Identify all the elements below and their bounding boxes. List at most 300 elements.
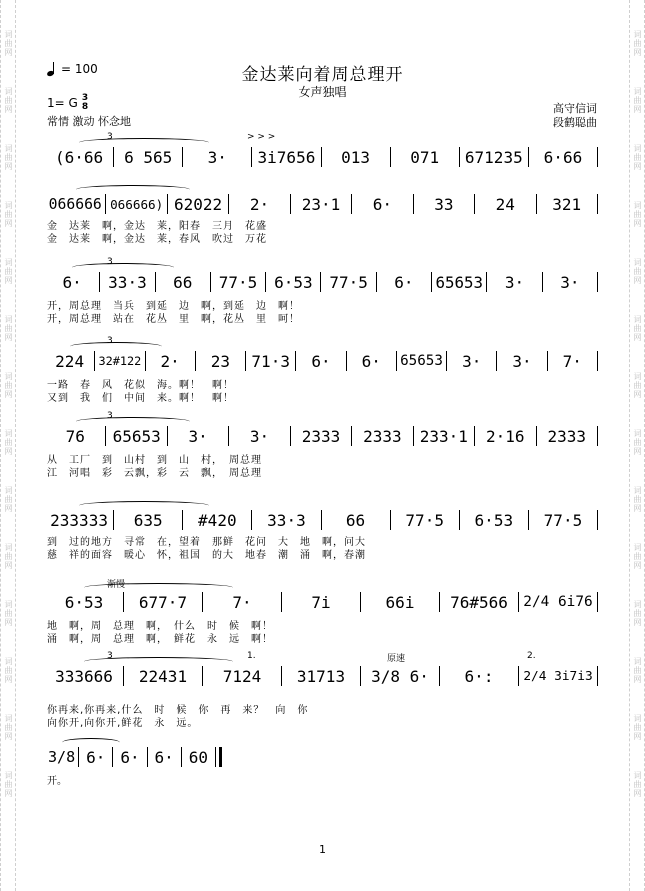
measure — [324, 146, 388, 168]
score-annotation: 渐慢 — [107, 580, 126, 590]
measure-notes: 224 — [55, 351, 85, 371]
measure — [545, 271, 595, 293]
watermark-strip-left — [0, 0, 16, 891]
bar-line — [390, 147, 391, 167]
measure — [47, 271, 97, 293]
bar-line — [78, 747, 79, 767]
measure-notes: 6· — [372, 194, 393, 214]
measure-notes: 33·3 — [108, 272, 147, 292]
watermark-text: 词曲网 — [4, 315, 13, 342]
bar-line — [155, 272, 156, 292]
lyric-line: 又到 我 们 中间 来。啊！ 啊！ — [47, 393, 234, 404]
measure — [102, 271, 152, 293]
measure-notes: 65653 — [112, 426, 161, 446]
measure — [531, 146, 595, 168]
score-annotation: 3 — [107, 651, 113, 661]
measure-notes: 66i — [385, 592, 415, 612]
bar-line — [290, 194, 291, 214]
bar-line — [113, 147, 114, 167]
measure — [531, 509, 595, 531]
bar-line — [346, 351, 347, 371]
bar-line — [439, 666, 440, 686]
bar-line — [351, 426, 352, 446]
measure-notes: 6·66 — [543, 147, 583, 167]
measure — [284, 665, 358, 687]
song-title: 金达莱向着周总理开 — [241, 65, 404, 85]
measure — [354, 425, 410, 447]
measure-notes: #420 — [198, 510, 237, 530]
measure-notes: 2/4 3i7i3 — [523, 668, 593, 684]
notation-line — [47, 350, 600, 372]
bar-line — [265, 272, 266, 292]
bar-line — [376, 272, 377, 292]
lyric-line: 向你开,向你开,鲜花 永 远。 — [47, 718, 199, 729]
measure-notes: 3/8 — [47, 748, 76, 766]
bar-line — [202, 666, 203, 686]
measure — [170, 193, 226, 215]
measure — [254, 509, 318, 531]
measure-notes: 6· — [311, 351, 331, 371]
measure — [324, 509, 388, 531]
bar-line — [446, 351, 447, 371]
measure-notes: 3· — [249, 426, 270, 446]
bar-line — [228, 426, 229, 446]
music-system — [47, 336, 600, 410]
measure-notes: 62022 — [174, 194, 223, 214]
measure — [354, 193, 410, 215]
bar-line — [147, 747, 148, 767]
bar-line — [167, 426, 168, 446]
measure-notes: 071 — [410, 147, 440, 167]
measure — [379, 271, 429, 293]
notation-line — [47, 425, 600, 447]
measure — [248, 350, 293, 372]
measure — [323, 271, 373, 293]
measure-notes: 2· — [249, 194, 270, 214]
bar-line — [321, 147, 322, 167]
watermark-text: 词曲网 — [633, 30, 642, 57]
slur-mark — [79, 501, 208, 510]
measure-notes: 6·53 — [64, 592, 104, 612]
measure-notes: 2/4 6i76 — [523, 594, 593, 610]
watermark-text: 词曲网 — [4, 87, 13, 114]
lyric-line: 从 工厂 到 山村 到 山 村， 周总理 — [47, 455, 262, 466]
score-annotation: 3 — [107, 411, 113, 421]
measure — [449, 350, 494, 372]
music-system — [47, 580, 600, 651]
bar-line — [228, 194, 229, 214]
measure — [116, 509, 180, 531]
watermark-text: 词曲网 — [633, 429, 642, 456]
bar-line — [547, 351, 548, 371]
bar-line — [167, 194, 168, 214]
bar-line — [496, 351, 497, 371]
bar-line — [360, 592, 361, 612]
slur-mark — [76, 185, 190, 194]
score-annotation: 2. — [527, 651, 536, 661]
bar-line — [518, 666, 519, 686]
measure — [442, 591, 516, 613]
time-signature-bottom: 8 — [81, 102, 89, 112]
measure — [499, 350, 544, 372]
bar-line — [245, 351, 246, 371]
bar-line — [94, 351, 95, 371]
measure-notes: 3· — [504, 272, 525, 292]
music-system — [47, 509, 600, 569]
measure-notes: 6· — [120, 747, 140, 767]
bar-line — [474, 194, 475, 214]
measure-notes: 33·3 — [267, 510, 306, 530]
watermark-text: 词曲网 — [4, 372, 13, 399]
measure — [254, 146, 318, 168]
measure — [47, 193, 103, 215]
measure — [158, 271, 208, 293]
measure — [462, 509, 526, 531]
slur-mark — [62, 738, 120, 747]
bar-line — [105, 194, 106, 214]
lyric-line: 金 达莱 啊，金达 莱，春风 吹过 万花 — [47, 234, 267, 245]
notation-line — [47, 665, 600, 687]
bar-line — [528, 147, 529, 167]
measure — [416, 425, 472, 447]
notation-line — [47, 271, 600, 293]
measure — [434, 271, 484, 293]
measure — [393, 509, 457, 531]
lyric-line: 你再来,你再来,什么 时 候 你 再 来？ 向 你 — [47, 705, 309, 716]
composer-credit: 段鹤聪曲 — [553, 116, 597, 129]
measure-notes: 76 — [65, 426, 85, 446]
measure-notes: 77·5 — [329, 272, 368, 292]
measure-notes: 23 — [210, 351, 231, 371]
bar-line — [351, 194, 352, 214]
measure-notes: 66 — [345, 510, 366, 530]
measure-notes: 22431 — [138, 666, 188, 686]
watermark-text: 词曲网 — [4, 543, 13, 570]
measure — [126, 591, 200, 613]
bar-line — [431, 272, 432, 292]
music-system — [47, 411, 600, 485]
measure-notes: 7124 — [222, 666, 262, 686]
score-annotation: 3 — [107, 257, 113, 267]
slur-mark — [70, 342, 162, 351]
watermark-text: 词曲网 — [633, 87, 642, 114]
watermark-strip-right — [629, 0, 645, 891]
measure-notes: 333666 — [55, 666, 113, 686]
measure — [399, 350, 444, 372]
measure — [126, 665, 200, 687]
score-annotation: > > > — [247, 132, 276, 142]
music-system — [47, 746, 600, 806]
measure — [170, 425, 226, 447]
measure-notes: 6· — [154, 747, 174, 767]
watermark-text: 词曲网 — [4, 600, 13, 627]
bar-line — [518, 592, 519, 612]
measure-notes: 321 — [552, 194, 582, 214]
measure-notes: 635 — [133, 510, 163, 530]
measure — [416, 193, 472, 215]
bar-line — [320, 272, 321, 292]
bar-line — [597, 666, 598, 686]
measure-notes: 233333 — [50, 510, 108, 530]
measure-notes: 77·5 — [218, 272, 258, 292]
measure-notes: 33 — [434, 194, 454, 214]
lyricist-credit: 高守信词 — [553, 102, 597, 115]
bar-line — [542, 272, 543, 292]
bar-line — [597, 147, 598, 167]
measure — [489, 271, 539, 293]
measure-notes: 23·1 — [301, 194, 341, 214]
measure-notes: 66 — [173, 272, 193, 292]
measure — [116, 146, 180, 168]
score-annotation: 1. — [247, 651, 256, 661]
bar-line — [597, 426, 598, 446]
measure — [231, 193, 287, 215]
measure — [521, 665, 595, 687]
bar-line — [290, 426, 291, 446]
bar-line — [182, 147, 183, 167]
measure-notes: 6·53 — [274, 272, 313, 292]
bar-line — [597, 351, 598, 371]
bar-line — [536, 426, 537, 446]
watermark-text: 词曲网 — [633, 486, 642, 513]
measure — [349, 350, 394, 372]
bar-line — [251, 510, 252, 530]
lyric-line: 开，周总理 当兵 到延 边 啊，到延 边 啊！ — [47, 301, 300, 312]
measure — [185, 509, 249, 531]
measure-notes: 6 565 — [124, 147, 173, 167]
measure — [108, 193, 164, 215]
music-system — [47, 257, 600, 331]
measure — [293, 425, 349, 447]
bar-line — [105, 426, 106, 446]
measure-notes: 3· — [462, 351, 482, 371]
measure-notes: 7· — [232, 592, 252, 612]
measure — [148, 350, 193, 372]
measure-notes: (6·66 — [54, 147, 104, 167]
measure-notes: 2333 — [547, 426, 586, 446]
measure — [47, 425, 103, 447]
measure — [81, 746, 110, 768]
measure-notes: 7i — [311, 592, 331, 612]
watermark-text: 词曲网 — [633, 657, 642, 684]
lyric-line: 开，周总理 站在 花丛 里 啊，花丛 里 呵！ — [47, 314, 300, 325]
notation-line — [47, 746, 600, 768]
notation-line — [47, 193, 600, 215]
measure — [205, 665, 279, 687]
measure — [363, 591, 437, 613]
measure — [198, 350, 243, 372]
bar-line — [528, 510, 529, 530]
measure — [47, 665, 121, 687]
bar-line — [281, 592, 282, 612]
bar-line — [597, 592, 598, 612]
measure-notes: 65653 — [435, 272, 483, 292]
measure — [442, 665, 516, 687]
measure — [363, 665, 437, 687]
watermark-text: 词曲网 — [633, 771, 642, 798]
measure — [47, 746, 76, 768]
bar-line — [99, 272, 100, 292]
measure-notes: 65653 — [400, 353, 443, 369]
measure-notes: 3/8 6· — [371, 666, 429, 686]
bar-line — [123, 592, 124, 612]
measure-notes: 6· — [394, 272, 414, 292]
measure-notes: 24 — [495, 194, 515, 214]
measure — [298, 350, 343, 372]
watermark-text: 词曲网 — [4, 771, 13, 798]
measure — [393, 146, 457, 168]
measure-notes: 60 — [188, 747, 208, 767]
measure — [185, 146, 249, 168]
measure — [108, 425, 164, 447]
song-subtitle: 女声独唱 — [298, 85, 347, 99]
measure — [213, 271, 263, 293]
final-bar-line — [215, 747, 222, 767]
lyric-line: 一路 春 风 花似 海。啊！ 啊！ — [47, 380, 234, 391]
key-label: 1= G — [47, 96, 78, 110]
watermark-text: 词曲网 — [633, 144, 642, 171]
music-system — [47, 193, 600, 253]
measure-notes: 066666) — [110, 196, 164, 212]
watermark-text: 词曲网 — [4, 714, 13, 741]
watermark-text: 词曲网 — [633, 543, 642, 570]
measure — [550, 350, 595, 372]
bar-line — [210, 272, 211, 292]
bar-line — [281, 666, 282, 686]
measure-notes: 32#122 — [98, 354, 142, 368]
bar-line — [195, 351, 196, 371]
bar-line — [321, 510, 322, 530]
score-annotation: 3 — [107, 336, 113, 346]
measure — [47, 591, 121, 613]
measure-notes: 677·7 — [138, 592, 188, 612]
measure-notes: 7· — [562, 351, 582, 371]
measure — [284, 591, 358, 613]
bar-line — [474, 426, 475, 446]
slur-mark — [76, 417, 190, 426]
lyric-line: 江 河唱 彩 云飘，彩 云 飘， 周总理 — [47, 468, 262, 479]
bar-line — [360, 666, 361, 686]
bar-line — [597, 510, 598, 530]
bar-line — [123, 666, 124, 686]
bar-line — [413, 426, 414, 446]
measure — [47, 509, 111, 531]
measure-notes: 6·53 — [474, 510, 514, 530]
measure-notes: 3i7656 — [257, 147, 316, 167]
watermark-text: 词曲网 — [4, 429, 13, 456]
measure-notes: 3· — [512, 351, 532, 371]
notation-line — [47, 146, 600, 168]
watermark-text: 词曲网 — [4, 30, 13, 57]
bar-line — [439, 592, 440, 612]
measure-notes: 3· — [188, 426, 208, 446]
watermark-text: 词曲网 — [4, 201, 13, 228]
expression-marking: 常情 激动 怀念地 — [47, 115, 131, 128]
watermark-text: 词曲网 — [633, 714, 642, 741]
measure — [293, 193, 349, 215]
bar-line — [145, 351, 146, 371]
bar-line — [597, 272, 598, 292]
slur-mark — [79, 138, 208, 147]
watermark-text: 词曲网 — [633, 600, 642, 627]
tempo-value: = 100 — [61, 62, 98, 76]
measure-notes: 2333 — [301, 426, 341, 446]
measure — [47, 350, 92, 372]
measure-notes: 71·3 — [251, 351, 290, 371]
measure — [115, 746, 144, 768]
measure — [521, 591, 595, 613]
bar-line — [251, 147, 252, 167]
watermark-text: 词曲网 — [4, 657, 13, 684]
measure-notes: 233·1 — [419, 426, 468, 446]
measure-notes: 671235 — [464, 147, 523, 167]
measure — [477, 193, 533, 215]
lyric-line: 地 啊，周 总理 啊， 什么 时 候 啊！ — [47, 621, 273, 632]
watermark-text: 词曲网 — [633, 372, 642, 399]
lyric-line: 金 达莱 啊，金达 莱，阳春 三月 花盛 — [47, 221, 267, 232]
bar-line — [182, 510, 183, 530]
measure-notes: 2·16 — [486, 426, 525, 446]
measure-notes: 066666 — [48, 195, 102, 213]
measure — [97, 350, 142, 372]
bar-line — [486, 272, 487, 292]
music-system — [47, 651, 600, 729]
watermark-text: 词曲网 — [4, 144, 13, 171]
measure — [268, 271, 318, 293]
measure — [539, 193, 595, 215]
measure-notes: 76#566 — [450, 592, 508, 612]
measure — [231, 425, 287, 447]
page-number: 1 — [319, 843, 326, 856]
watermark-text: 词曲网 — [633, 258, 642, 285]
measure-notes: 6· — [361, 351, 381, 371]
slur-mark — [72, 263, 174, 272]
measure-notes: 2· — [160, 351, 180, 371]
measure-notes: 3· — [560, 272, 580, 292]
bar-line — [459, 510, 460, 530]
bar-line — [597, 194, 598, 214]
score-annotation: 原速 — [387, 654, 406, 664]
bar-line — [536, 194, 537, 214]
lyric-line: 开。 — [47, 776, 67, 787]
watermark-text: 词曲网 — [633, 201, 642, 228]
measure — [462, 146, 526, 168]
bar-line — [112, 747, 113, 767]
measure-notes: 77·5 — [543, 510, 583, 530]
notation-line — [47, 591, 600, 613]
bar-line — [396, 351, 397, 371]
measure-notes: 6· — [86, 747, 106, 767]
measure — [539, 425, 595, 447]
bar-line — [390, 510, 391, 530]
key-signature — [47, 94, 88, 112]
measure-notes: 6·: — [464, 666, 494, 686]
measure-notes: 3· — [207, 147, 227, 167]
lyric-line: 到 过的地方 寻常 在，望着 那鲜 花问 大 地 啊，问大 — [47, 537, 366, 548]
watermark-text: 词曲网 — [4, 486, 13, 513]
watermark-text: 词曲网 — [633, 315, 642, 342]
watermark-text: 词曲网 — [4, 258, 13, 285]
notation-line — [47, 509, 600, 531]
measure-notes: 31713 — [296, 666, 346, 686]
measure-notes: 77·5 — [405, 510, 444, 530]
bar-line — [413, 194, 414, 214]
time-signature — [82, 94, 88, 112]
measure — [184, 746, 213, 768]
bar-line — [295, 351, 296, 371]
lyric-line: 慈 祥的面容 暖心 怀，祖国 的大 地春 潮 涌 啊，春潮 — [47, 550, 366, 561]
measure — [47, 146, 111, 168]
